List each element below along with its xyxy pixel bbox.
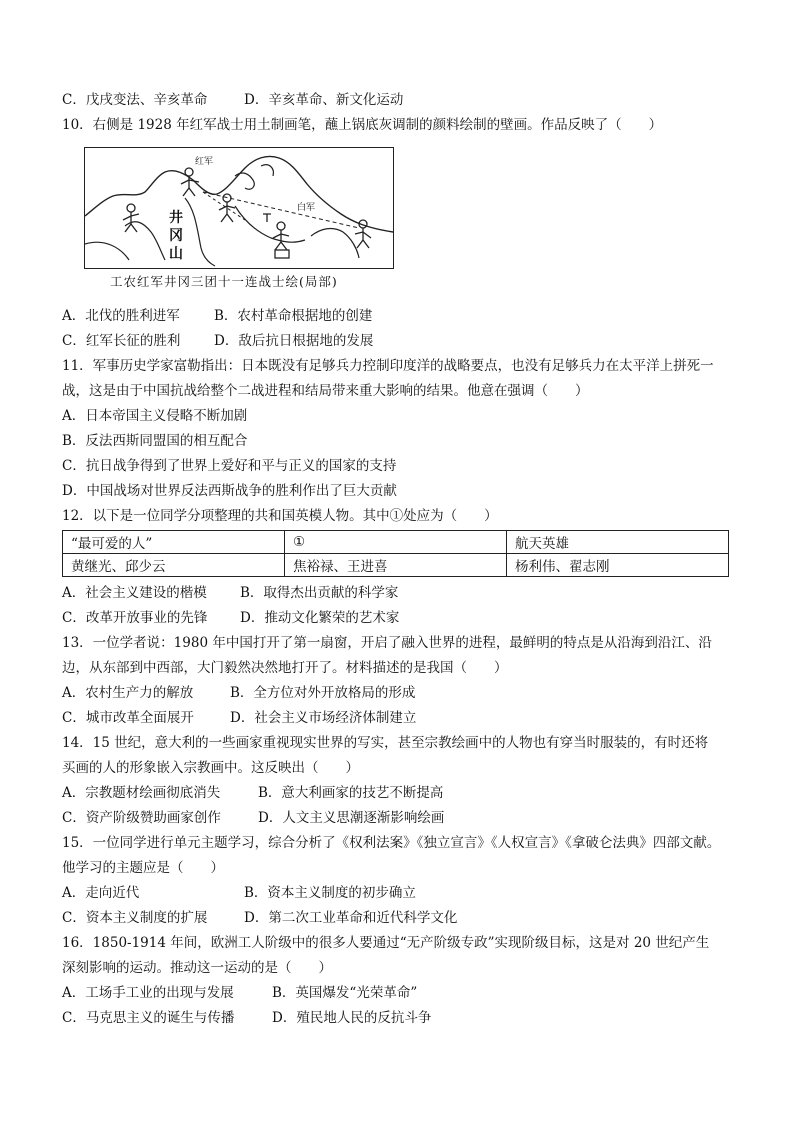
q15-option-a: A．走向近代 — [62, 885, 140, 901]
table-row — [63, 531, 729, 554]
label-mountain-2: 冈 — [169, 228, 183, 244]
q15-stem-line2: 他学习的主题应是（ ） — [62, 860, 224, 876]
q16-option-c: C．马克思主义的诞生与传播 — [62, 1010, 235, 1026]
q9-option-d: D．辛亥革命、新文化运动 — [244, 92, 404, 108]
q11-option-c: C．抗日战争得到了世界上爱好和平与正义的国家的支持 — [62, 458, 397, 474]
mural-illustration — [85, 148, 393, 268]
q16-option-b: B．英国爆发“光荣革命” — [272, 985, 418, 1001]
q15-option-c: C．资本主义制度的扩展 — [62, 910, 208, 926]
q12-option-a: A．社会主义建设的楷模 — [62, 585, 207, 601]
q10-option-d: D．敌后抗日根据地的发展 — [214, 333, 374, 349]
q13-option-d: D．社会主义市场经济体制建立 — [230, 710, 417, 726]
table-cell: 焦裕禄、王进喜 — [285, 554, 507, 577]
q10-mural-figure — [84, 147, 394, 269]
table-cell: ① — [285, 531, 507, 554]
q11-option-a: A．日本帝国主义侵略不断加剧 — [62, 408, 248, 424]
q11-stem-line2: 战，这是由于中国抗战给整个二战进程和结局带来重大影响的结果。他意在强调（ ） — [62, 383, 589, 399]
q16-options-cd — [62, 1009, 431, 1027]
q11-stem-line1: 11．军事历史学家富勒指出：日本既没有足够兵力控制印度洋的战略要点，也没有足够兵力在太平洋上拼死一 — [62, 358, 714, 374]
q10-option-a: A．北伐的胜利进军 — [62, 308, 180, 324]
label-mountain-3: 山 — [169, 246, 183, 262]
q12-option-d: D．推动文化繁荣的艺术家 — [240, 610, 400, 626]
q15-options-cd — [62, 909, 457, 927]
q16-option-a: A．工场手工业的出现与发展 — [62, 985, 234, 1001]
q10-figure-caption: 工农红军井冈三团十一连战士绘(局部) — [110, 274, 338, 289]
q13-stem-line2: 边，从东部到中西部，大门毅然决然地打开了。材料描述的是我国（ ） — [62, 660, 508, 676]
q10-stem: 10．右侧是 1928 年红军战士用土制画笔，蘸上锅底灰调制的颜料绘制的壁画。作品反映了（ ） — [62, 117, 663, 133]
q12-options-ab — [62, 584, 398, 602]
q9-options-cd — [62, 91, 403, 109]
q10-options-ab — [62, 307, 372, 325]
label-mountain-1: 井 — [169, 210, 183, 226]
table-row — [63, 554, 729, 577]
q16-option-d: D．殖民地人民的反抗斗争 — [272, 1010, 432, 1026]
q12-option-c: C．改革开放事业的先锋 — [62, 610, 208, 626]
q16-stem-line2: 深刻影响的运动。推动这一运动的是（ ） — [62, 960, 332, 976]
q9-option-c: C．戊戌变法、辛亥革命 — [62, 92, 208, 108]
q13-option-a: A．农村生产力的解放 — [62, 685, 194, 701]
q14-stem-line1: 14．15 世纪，意大利的一些画家重视现实世界的写实，甚至宗教绘画中的人物也有穿当时服装的，有时还将 — [62, 735, 709, 751]
q16-options-ab — [62, 984, 417, 1002]
table-cell: 杨利伟、翟志刚 — [507, 554, 729, 577]
q12-stem: 12．以下是一位同学分项整理的共和国英模人物。其中①处应为（ ） — [62, 508, 498, 524]
q15-option-b: B．资本主义制度的初步确立 — [244, 885, 416, 901]
label-red-army: 红军 — [195, 157, 214, 167]
table-cell: 黄继光、邱少云 — [63, 554, 285, 577]
q10-option-b: B．农村革命根据地的创建 — [214, 308, 373, 324]
q11-option-b: B．反法西斯同盟国的相互配合 — [62, 433, 248, 449]
q14-options-ab — [62, 784, 443, 802]
q13-option-b: B．全方位对外开放格局的形成 — [230, 685, 416, 701]
q10-option-c: C．红军长征的胜利 — [62, 333, 181, 349]
q11-option-d: D．中国战场对世界反法西斯战争的胜利作出了巨大贡献 — [62, 483, 397, 499]
q15-option-d: D．第二次工业革命和近代科学文化 — [244, 910, 458, 926]
label-white-army: 白军 — [297, 203, 316, 213]
table-cell: 航天英雄 — [507, 531, 729, 554]
q15-options-ab — [62, 884, 416, 902]
q15-stem-line1: 15．一位同学进行单元主题学习，综合分析了《权利法案》《独立宣言》《人权宣言》《拿破仑法典》四部文献。 — [62, 835, 721, 851]
q14-option-c: C．资产阶级赞助画家创作 — [62, 810, 221, 826]
table-cell: “最可爱的人” — [63, 531, 285, 554]
q10-options-cd — [62, 332, 373, 350]
q13-options-ab — [62, 684, 415, 702]
q14-option-b: B．意大利画家的技艺不断提高 — [258, 785, 444, 801]
q12-heroes-table — [62, 530, 729, 577]
q14-option-d: D．人文主义思潮逐渐影响绘画 — [258, 810, 445, 826]
q14-option-a: A．宗教题材绘画彻底消失 — [62, 785, 221, 801]
q13-option-c: C．城市改革全面展开 — [62, 710, 194, 726]
q16-stem-line1: 16．1850-1914 年间，欧洲工人阶级中的很多人要通过“无产阶级专政”实现阶级目标，这是对 20 世纪产生 — [62, 935, 710, 951]
q12-options-cd — [62, 609, 399, 627]
q14-options-cd — [62, 809, 444, 827]
q12-option-b: B．取得杰出贡献的科学家 — [240, 585, 399, 601]
q13-stem-line1: 13．一位学者说：1980 年中国打开了第一扇窗，开启了融入世界的进程，最鲜明的特点是从沿海到沿江、沿 — [62, 635, 712, 651]
q14-stem-line2: 买画的人的形象嵌入宗教画中。这反映出（ ） — [62, 760, 359, 776]
q13-options-cd — [62, 709, 416, 727]
